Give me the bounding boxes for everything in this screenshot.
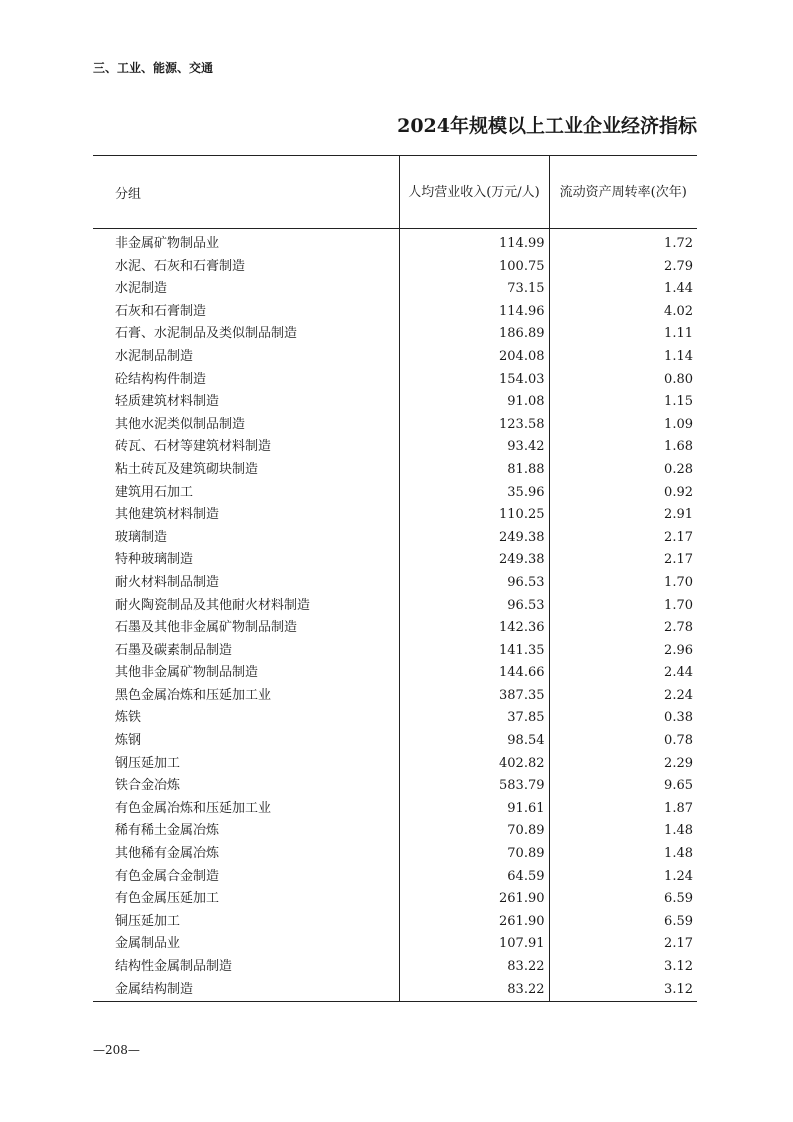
row-asset-turnover: 0.80 — [549, 369, 697, 392]
row-asset-turnover: 3.12 — [549, 956, 697, 979]
row-group-name: 黑色金属冶炼和压延加工业 — [115, 687, 272, 703]
row-group-name: 轻质建筑材料制造 — [115, 394, 220, 410]
row-asset-turnover: 0.38 — [549, 707, 697, 730]
row-asset-turnover: 1.48 — [549, 843, 697, 866]
indicator-table-container — [93, 155, 697, 1002]
row-revenue-per-capita: 583.79 — [399, 775, 549, 798]
row-group-name: 有色金属冶炼和压延加工业 — [115, 800, 272, 816]
row-asset-turnover: 0.78 — [549, 730, 697, 753]
row-revenue-per-capita: 100.75 — [399, 256, 549, 279]
row-revenue-per-capita: 96.53 — [399, 595, 549, 618]
table-row — [93, 617, 697, 640]
row-asset-turnover: 3.12 — [549, 979, 697, 1002]
row-revenue-per-capita: 154.03 — [399, 369, 549, 392]
row-revenue-per-capita: 107.91 — [399, 933, 549, 956]
row-group-name: 铜压延加工 — [115, 913, 181, 929]
table-row — [93, 595, 697, 618]
table-row — [93, 662, 697, 685]
row-group-name: 水泥制造 — [115, 281, 168, 297]
row-group-name: 砼结构构件制造 — [115, 371, 207, 387]
row-group-name: 耐火陶瓷制品及其他耐火材料制造 — [115, 597, 311, 613]
row-revenue-per-capita: 70.89 — [399, 820, 549, 843]
row-revenue-per-capita: 387.35 — [399, 685, 549, 708]
table-row — [93, 459, 697, 482]
table-header-row — [93, 156, 697, 229]
table-row — [93, 685, 697, 708]
row-revenue-per-capita: 37.85 — [399, 707, 549, 730]
row-group-name: 玻璃制造 — [115, 529, 168, 545]
row-revenue-per-capita: 35.96 — [399, 482, 549, 505]
table-row — [93, 301, 697, 324]
table-row — [93, 323, 697, 346]
table-row — [93, 820, 697, 843]
row-revenue-per-capita: 64.59 — [399, 866, 549, 889]
row-group-name: 石灰和石膏制造 — [115, 303, 207, 319]
table-row — [93, 640, 697, 663]
table-row — [93, 369, 697, 392]
row-group-name: 有色金属压延加工 — [115, 891, 220, 907]
row-asset-turnover: 2.91 — [549, 504, 697, 527]
table-row — [93, 572, 697, 595]
row-revenue-per-capita: 96.53 — [399, 572, 549, 595]
table-row — [93, 527, 697, 550]
table-row — [93, 346, 697, 369]
row-asset-turnover: 1.44 — [549, 278, 697, 301]
row-asset-turnover: 2.17 — [549, 933, 697, 956]
table-row — [93, 866, 697, 889]
table-row — [93, 798, 697, 821]
row-group-name: 水泥、石灰和石膏制造 — [115, 258, 246, 274]
row-group-name: 稀有稀土金属冶炼 — [115, 823, 220, 839]
table-row — [93, 391, 697, 414]
row-revenue-per-capita: 144.66 — [399, 662, 549, 685]
row-asset-turnover: 1.14 — [549, 346, 697, 369]
row-asset-turnover: 0.28 — [549, 459, 697, 482]
page-number: —208— — [93, 1043, 140, 1057]
table-row — [93, 504, 697, 527]
table-row — [93, 956, 697, 979]
row-group-name: 砖瓦、石材等建筑材料制造 — [115, 439, 272, 455]
row-revenue-per-capita: 249.38 — [399, 527, 549, 550]
page-title: 2024年规模以上工业企业经济指标 — [397, 115, 697, 137]
row-revenue-per-capita: 261.90 — [399, 888, 549, 911]
table-row — [93, 843, 697, 866]
row-asset-turnover: 1.15 — [549, 391, 697, 414]
row-group-name: 结构性金属制品制造 — [115, 959, 233, 974]
row-revenue-per-capita: 91.61 — [399, 798, 549, 821]
indicator-table — [93, 155, 697, 1002]
table-row — [93, 436, 697, 459]
section-header: 三、工业、能源、交通 — [93, 61, 214, 75]
table-row — [93, 549, 697, 572]
row-revenue-per-capita: 83.22 — [399, 979, 549, 1002]
row-asset-turnover: 1.11 — [549, 323, 697, 346]
row-revenue-per-capita: 261.90 — [399, 911, 549, 934]
row-revenue-per-capita: 204.08 — [399, 346, 549, 369]
table-row — [93, 775, 697, 798]
row-asset-turnover: 9.65 — [549, 775, 697, 798]
row-asset-turnover: 6.59 — [549, 888, 697, 911]
row-asset-turnover: 6.59 — [549, 911, 697, 934]
table-row — [93, 229, 697, 256]
table-row — [93, 979, 697, 1002]
row-revenue-per-capita: 142.36 — [399, 617, 549, 640]
row-group-name: 钢压延加工 — [115, 755, 181, 771]
row-group-name: 铁合金冶炼 — [115, 778, 181, 794]
row-group-name: 其他建筑材料制造 — [115, 507, 220, 523]
row-group-name: 其他稀有金属冶炼 — [115, 846, 220, 862]
row-asset-turnover: 1.87 — [549, 798, 697, 821]
table-row — [93, 730, 697, 753]
row-group-name: 建筑用石加工 — [115, 484, 194, 500]
row-revenue-per-capita: 114.96 — [399, 301, 549, 324]
row-asset-turnover: 1.68 — [549, 436, 697, 459]
row-revenue-per-capita: 186.89 — [399, 323, 549, 346]
row-asset-turnover: 1.09 — [549, 414, 697, 437]
row-revenue-per-capita: 402.82 — [399, 753, 549, 776]
row-group-name: 水泥制品制造 — [115, 348, 194, 364]
row-group-name: 石墨及其他非金属矿物制品制造 — [115, 620, 298, 636]
row-asset-turnover: 1.48 — [549, 820, 697, 843]
row-group-name: 粘土砖瓦及建筑砌块制造 — [115, 461, 259, 477]
row-asset-turnover: 2.17 — [549, 549, 697, 572]
row-asset-turnover: 2.96 — [549, 640, 697, 663]
row-revenue-per-capita: 123.58 — [399, 414, 549, 437]
row-asset-turnover: 2.79 — [549, 256, 697, 279]
row-revenue-per-capita: 141.35 — [399, 640, 549, 663]
table-row — [93, 482, 697, 505]
column-header-revenue-per-capita: 人均营业收入(万元/人) — [399, 156, 549, 229]
row-group-name: 特种玻璃制造 — [115, 552, 194, 568]
row-asset-turnover: 4.02 — [549, 301, 697, 324]
row-revenue-per-capita: 70.89 — [399, 843, 549, 866]
column-header-asset-turnover: 流动资产周转率(次年) — [549, 156, 697, 229]
row-group-name: 金属制品业 — [115, 936, 181, 952]
table-row — [93, 278, 697, 301]
row-asset-turnover: 0.92 — [549, 482, 697, 505]
row-asset-turnover: 1.70 — [549, 595, 697, 618]
table-row — [93, 256, 697, 279]
row-group-name: 有色金属合金制造 — [115, 868, 220, 884]
row-asset-turnover: 2.44 — [549, 662, 697, 685]
row-revenue-per-capita: 73.15 — [399, 278, 549, 301]
row-asset-turnover: 1.24 — [549, 866, 697, 889]
row-revenue-per-capita: 110.25 — [399, 504, 549, 527]
row-group-name: 耐火材料制品制造 — [115, 574, 220, 590]
row-revenue-per-capita: 81.88 — [399, 459, 549, 482]
table-row — [93, 753, 697, 776]
table-body — [93, 229, 697, 1002]
table-row — [93, 933, 697, 956]
row-group-name: 其他非金属矿物制品制造 — [115, 665, 259, 681]
row-asset-turnover: 2.29 — [549, 753, 697, 776]
table-row — [93, 707, 697, 730]
table-row — [93, 414, 697, 437]
row-asset-turnover: 2.78 — [549, 617, 697, 640]
row-asset-turnover: 2.17 — [549, 527, 697, 550]
row-group-name: 石墨及碳素制品制造 — [115, 642, 233, 658]
row-group-name: 非金属矿物制品业 — [115, 236, 220, 251]
row-group-name: 炼铁 — [115, 710, 142, 726]
row-group-name: 石膏、水泥制品及类似制品制造 — [115, 326, 298, 342]
row-revenue-per-capita: 91.08 — [399, 391, 549, 414]
table-row — [93, 911, 697, 934]
row-revenue-per-capita: 83.22 — [399, 956, 549, 979]
row-revenue-per-capita: 249.38 — [399, 549, 549, 572]
table-row — [93, 888, 697, 911]
row-group-name: 金属结构制造 — [93, 979, 399, 1002]
row-asset-turnover: 1.70 — [549, 572, 697, 595]
row-group-name: 其他水泥类似制品制造 — [115, 416, 246, 432]
row-revenue-per-capita: 114.99 — [399, 229, 549, 256]
row-asset-turnover: 1.72 — [549, 229, 697, 256]
row-group-name: 炼钢 — [115, 733, 142, 749]
row-asset-turnover: 2.24 — [549, 685, 697, 708]
row-revenue-per-capita: 98.54 — [399, 730, 549, 753]
column-header-group: 分组 — [93, 156, 399, 229]
row-revenue-per-capita: 93.42 — [399, 436, 549, 459]
